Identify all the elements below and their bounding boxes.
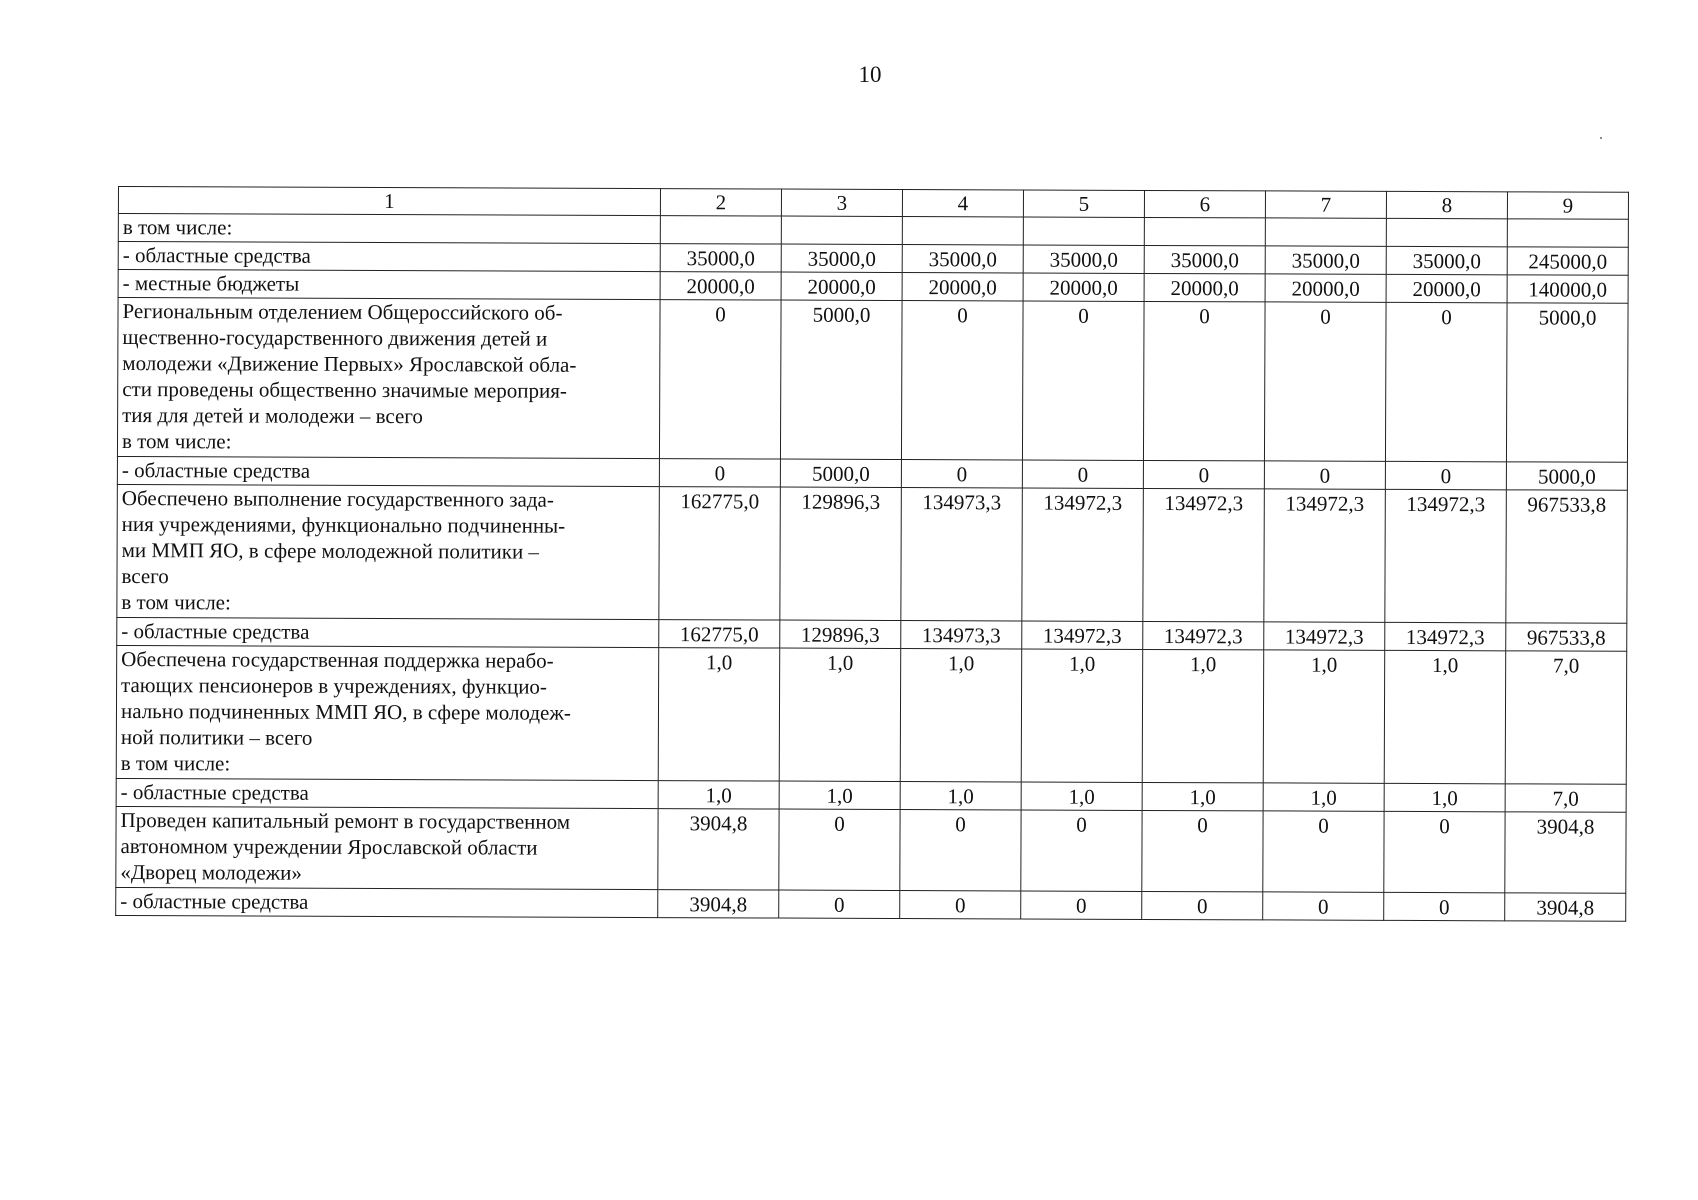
- value-cell: 129896,3: [780, 487, 902, 620]
- table-body: [116, 187, 1629, 922]
- row-label-line: в том числе:: [121, 429, 232, 454]
- table-row: [116, 887, 1626, 921]
- value-cell: 140000,0: [1507, 275, 1628, 303]
- value-cell: 1,0: [1142, 649, 1264, 782]
- value-cell: 967533,8: [1506, 490, 1628, 623]
- value-cell: 0: [1384, 811, 1505, 892]
- row-label-line: щественно-государственного движения детей и: [122, 325, 548, 351]
- header-cell: 7: [1265, 191, 1386, 218]
- value-cell: 3904,8: [1505, 893, 1626, 921]
- value-cell: [1144, 217, 1265, 245]
- value-cell: 162775,0: [659, 620, 780, 648]
- value-cell: 35000,0: [1386, 246, 1507, 274]
- row-label-line: тающих пенсионеров в учреждениях, функцио-: [121, 673, 548, 699]
- value-cell: 134972,3: [1264, 489, 1386, 622]
- value-cell: 5000,0: [780, 300, 902, 459]
- table-row: [117, 484, 1627, 623]
- value-cell: 7,0: [1505, 784, 1626, 812]
- value-cell: 134972,3: [1385, 489, 1507, 622]
- value-cell: 0: [1021, 891, 1142, 919]
- row-label-cell: в том числе:: [118, 214, 660, 244]
- value-cell: 0: [900, 810, 1021, 891]
- value-cell: 3904,8: [658, 809, 779, 890]
- row-label-line: в том числе:: [121, 590, 231, 615]
- value-cell: 35000,0: [1265, 246, 1386, 274]
- value-cell: 20000,0: [781, 272, 902, 300]
- row-label-cell: - областные средства: [118, 242, 660, 272]
- value-cell: 20000,0: [1023, 273, 1144, 301]
- value-cell: 0: [1384, 892, 1505, 920]
- value-cell: 1,0: [900, 649, 1022, 782]
- value-cell: 0: [1263, 811, 1384, 892]
- value-cell: 134972,3: [1264, 622, 1385, 650]
- value-cell: 1,0: [658, 648, 780, 781]
- value-cell: 0: [1143, 301, 1265, 460]
- value-cell: 0: [1264, 302, 1386, 461]
- value-cell: 0: [1022, 460, 1143, 488]
- value-cell: 134972,3: [1022, 621, 1143, 649]
- value-cell: 134972,3: [1385, 622, 1506, 650]
- row-label-line: Обеспечена государственная поддержка нерабо-: [121, 647, 554, 673]
- value-cell: 35000,0: [902, 245, 1023, 273]
- header-cell: 3: [781, 189, 902, 216]
- value-cell: 0: [900, 891, 1021, 919]
- row-label-cell: - местные бюджеты: [118, 270, 660, 300]
- value-cell: 134973,3: [901, 621, 1022, 649]
- row-label-line: Проведен капитальный ремонт в государственном: [120, 808, 571, 834]
- value-cell: 7,0: [1505, 651, 1627, 784]
- value-cell: 129896,3: [780, 620, 901, 648]
- header-cell: 5: [1023, 190, 1144, 217]
- value-cell: 20000,0: [902, 273, 1023, 301]
- value-cell: 35000,0: [1023, 245, 1144, 273]
- value-cell: 3904,8: [1505, 812, 1626, 893]
- value-cell: [1023, 217, 1144, 245]
- value-cell: 0: [1143, 460, 1264, 488]
- value-cell: 1,0: [1384, 783, 1505, 811]
- value-cell: 5000,0: [1506, 303, 1628, 462]
- row-label-line: нально подчиненных ММП ЯО, в сфере молодеж-: [120, 699, 571, 725]
- value-cell: 134972,3: [1143, 621, 1264, 649]
- value-cell: 1,0: [1142, 782, 1263, 810]
- row-label-line: сти проведены общественно значимые мероприя-: [122, 377, 567, 403]
- row-label-cell: [117, 298, 660, 459]
- value-cell: 3904,8: [658, 890, 779, 918]
- value-cell: 0: [1263, 892, 1384, 920]
- value-cell: 1,0: [1021, 649, 1143, 782]
- table-row: [116, 645, 1626, 784]
- value-cell: 0: [1385, 302, 1507, 461]
- value-cell: 5000,0: [780, 459, 901, 487]
- row-label-line: ной политики – всего: [120, 725, 313, 750]
- row-label-line: автономном учреждении Ярославской области: [120, 834, 538, 860]
- value-cell: 1,0: [1263, 650, 1385, 783]
- value-cell: 5000,0: [1506, 462, 1627, 490]
- header-cell: 6: [1144, 190, 1265, 217]
- value-cell: 1,0: [1384, 650, 1506, 783]
- row-label-cell: - областные средства: [116, 887, 658, 917]
- value-cell: 0: [779, 890, 900, 918]
- value-cell: 1,0: [779, 648, 901, 781]
- row-label-line: Обеспечено выполнение государственного зада-: [121, 486, 554, 512]
- value-cell: 0: [779, 809, 900, 890]
- value-cell: 0: [659, 300, 781, 459]
- header-cell: 4: [902, 190, 1023, 217]
- row-label-cell: - областные средства: [117, 456, 659, 486]
- value-cell: 162775,0: [659, 487, 781, 620]
- page-number: 10: [858, 62, 882, 87]
- header-cell: 1: [118, 187, 660, 216]
- row-label-cell: - областные средства: [117, 617, 659, 647]
- header-cell: 9: [1507, 192, 1628, 219]
- table-row: [117, 298, 1628, 463]
- value-cell: 1,0: [658, 781, 779, 809]
- value-cell: 967533,8: [1506, 623, 1627, 651]
- row-label-cell: [117, 484, 660, 619]
- value-cell: 134973,3: [901, 488, 1023, 621]
- header-cell: 2: [660, 189, 781, 216]
- value-cell: 0: [659, 459, 780, 487]
- value-cell: 0: [1142, 810, 1263, 891]
- value-cell: [660, 216, 781, 244]
- value-cell: [1265, 218, 1386, 246]
- value-cell: 20000,0: [1386, 274, 1507, 302]
- value-cell: [1507, 219, 1628, 247]
- value-cell: 0: [1021, 810, 1142, 891]
- value-cell: 134972,3: [1143, 488, 1265, 621]
- row-label-line: в том числе:: [120, 751, 231, 776]
- value-cell: 0: [1022, 301, 1144, 460]
- value-cell: 0: [1264, 461, 1385, 489]
- value-cell: 0: [1385, 461, 1506, 489]
- header-cell: 8: [1386, 191, 1507, 218]
- row-label-line: молодежи «Движение Первых» Ярославской обла-: [122, 351, 577, 377]
- row-label-line: ми ММП ЯО, в сфере молодежной политики –: [121, 538, 540, 564]
- value-cell: 0: [901, 301, 1023, 460]
- value-cell: 0: [901, 460, 1022, 488]
- row-label-line: Региональным отделением Общероссийского об-: [122, 299, 563, 325]
- row-label-line: всего: [121, 564, 169, 589]
- value-cell: 1,0: [1263, 783, 1384, 811]
- value-cell: 0: [1142, 891, 1263, 919]
- value-cell: 20000,0: [1144, 273, 1265, 301]
- budget-table: [115, 186, 1629, 922]
- value-cell: [1386, 218, 1507, 246]
- table-row: [116, 806, 1626, 893]
- value-cell: 1,0: [1021, 782, 1142, 810]
- row-label-cell: [116, 806, 658, 889]
- value-cell: 35000,0: [781, 244, 902, 272]
- value-cell: 1,0: [779, 781, 900, 809]
- row-label-line: «Дворец молодежи»: [120, 860, 302, 885]
- value-cell: 245000,0: [1507, 247, 1628, 275]
- value-cell: 20000,0: [660, 272, 781, 300]
- value-cell: 35000,0: [660, 244, 781, 272]
- row-label-line: тия для детей и молодежи – всего: [122, 403, 423, 429]
- value-cell: 35000,0: [1144, 245, 1265, 273]
- scan-artifact-dot: [1600, 137, 1602, 139]
- value-cell: [902, 217, 1023, 245]
- row-label-cell: [116, 645, 659, 780]
- row-label-line: ния учреждениями, функционально подчиненны-: [121, 512, 566, 538]
- value-cell: 20000,0: [1265, 274, 1386, 302]
- value-cell: 1,0: [900, 782, 1021, 810]
- value-cell: [781, 216, 902, 244]
- row-label-cell: - областные средства: [116, 778, 658, 808]
- value-cell: 134972,3: [1022, 488, 1144, 621]
